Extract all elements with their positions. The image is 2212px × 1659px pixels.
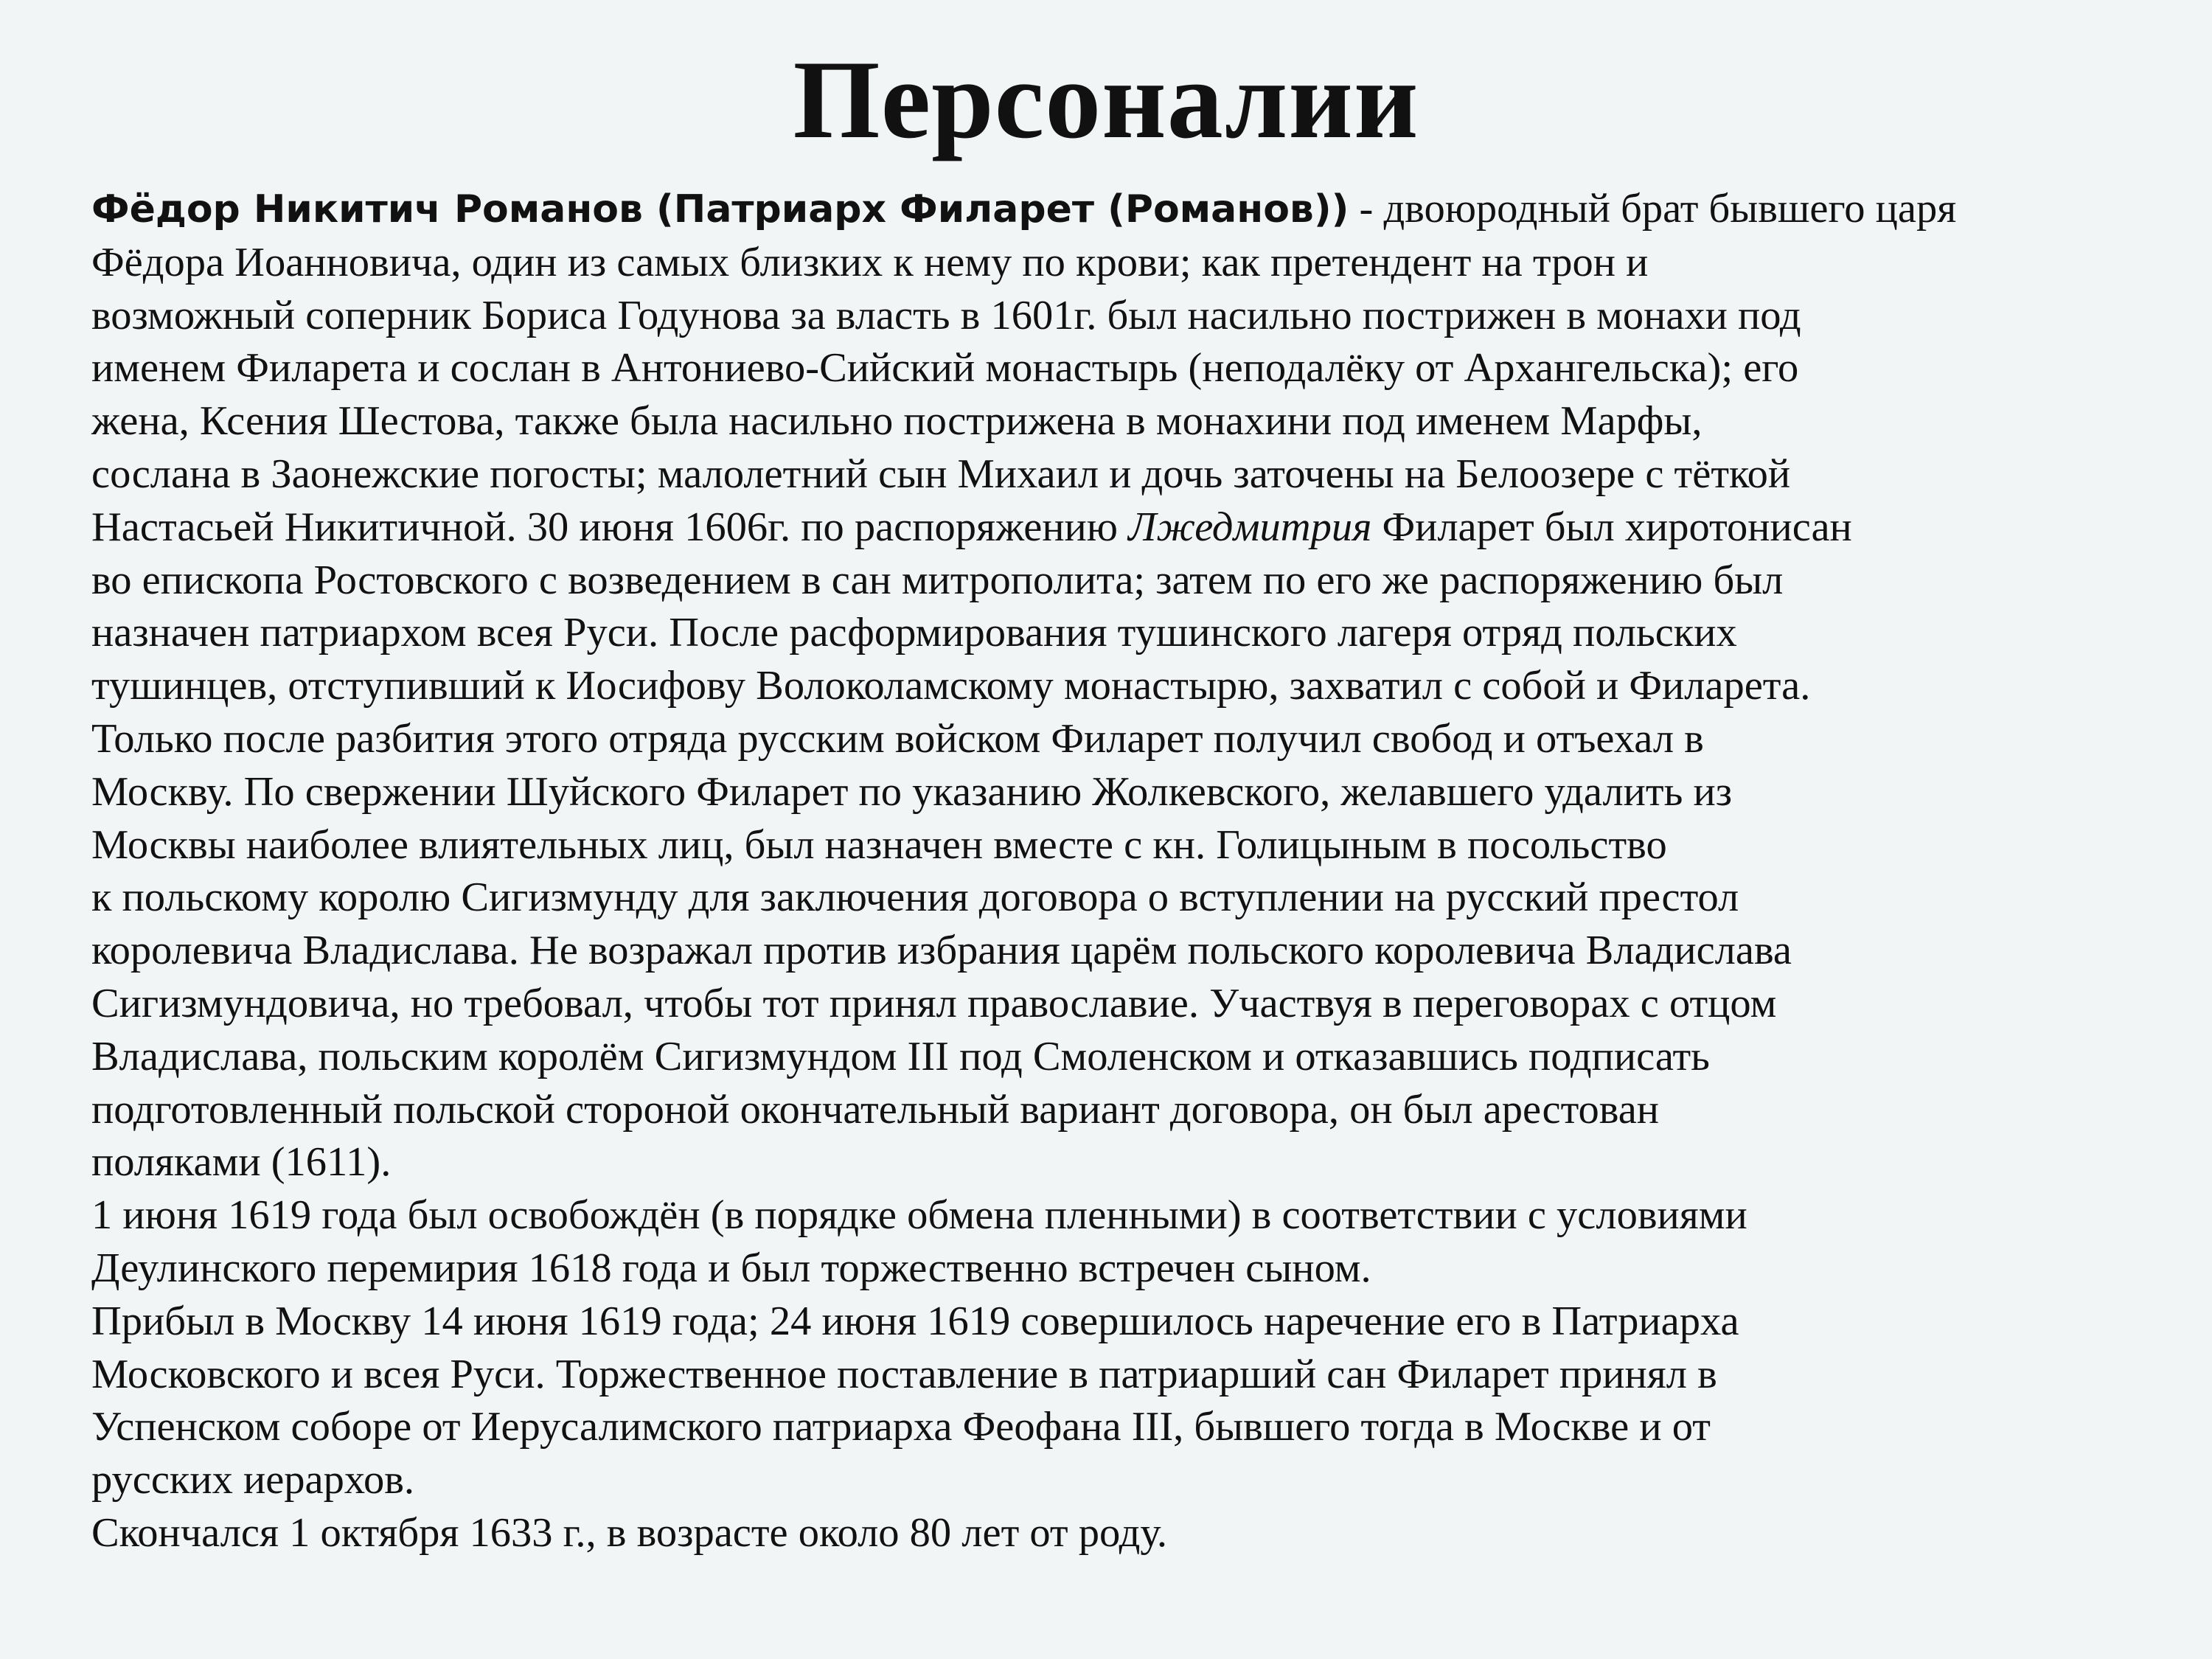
text-line: возможный соперник Бориса Годунова за власть в 1601г. был насильно пострижен в монахи под [91,292,1801,338]
text-line: Скончался 1 октября 1633 г., в возрасте около 80 лет от роду. [91,1509,1168,1556]
text-line: Деулинского перемирия 1618 года и был торжественно встречен сыном. [91,1245,1371,1291]
text-line: назначен патриархом всея Руси. После расформирования тушинского лагеря отряд польских [91,610,1737,656]
text-line: подготовленный польской стороной окончательный вариант договора, он был арестован [91,1086,1660,1133]
text-line [91,183,2156,237]
text-line: к польскому королю Сигизмунду для заключения договора о вступлении на русский престол [91,874,1739,921]
text-line: королевича Владислава. Не возражал против избрания царём польского королевича Владислава [91,928,1792,974]
text-line: во епископа Ростовского с возведением в сан митрополита; затем по его же распоряжению был [91,557,1784,603]
text-line: Успенском соборе от Иерусалимского патриарха Феофана III, бывшего тогда в Москве и от [91,1404,1711,1450]
slide-title: Персоналии [793,38,1419,161]
text-line: сослана в Заонежские погосты; малолетний сын Михаил и дочь заточены на Белоозере с тёткой [91,451,1791,497]
text-line: именем Филарета и сослан в Антониево-Сийский монастырь (неподалёку от Архангельска); его [91,345,1799,392]
text-fragment: Настасьей Никитичной. 30 июня 1606г. по распоряжению [91,504,1129,550]
text-line: жена, Ксения Шестова, также была насильно пострижена в монахини под именем Марфы, [91,398,1703,445]
person-name-heading: Фёдор Никитич Романов (Патриарх Филарет (Романов)) [91,187,1349,232]
text-line: поляками (1611). [91,1139,392,1186]
text-line: Московского и всея Руси. Торжественное поставление в патриарший сан Филарет принял в [91,1351,1717,1397]
text-line: тушинцев, отступивший к Иосифову Волоколамскому монастырю, захватил с собой и Филарета. [91,663,1811,709]
italic-name: Лжедмитрия [1128,504,1372,550]
text-line: 1 июня 1619 года был освобождён (в порядке обмена пленными) в соответствии с условиями [91,1192,1747,1239]
text-fragment: - двоюродный брат бывшего царя [1349,186,1957,232]
text-fragment: Филарет был хиротонисан [1371,504,1852,550]
text-line: Фёдора Иоанновича, один из самых близких к нему по крови; как претендент на трон и [91,239,1649,285]
text-line [91,501,2156,554]
text-line: Прибыл в Москву 14 июня 1619 года; 24 июня 1619 совершилось наречение его в Патриарха [91,1298,1739,1344]
text-line: Сигизмундовича, но требовал, чтобы тот принял православие. Участвуя в переговорах с отцом [91,980,1777,1026]
text-line: Владислава, польским королём Сигизмундом III под Смоленском и отказавшись подписать [91,1033,1710,1079]
text-line: Москвы наиболее влиятельных лиц, был назначен вместе с кн. Голицыным в посольство [91,821,1667,868]
text-line: Только после разбития этого отряда русским войском Филарет получил свобод и отъехал в [91,715,1704,762]
biography-text [91,183,2156,1560]
text-line: Москву. По свержении Шуйского Филарет по указанию Жолкевского, желавшего удалить из [91,768,1733,815]
text-line: русских иерархов. [91,1457,415,1503]
